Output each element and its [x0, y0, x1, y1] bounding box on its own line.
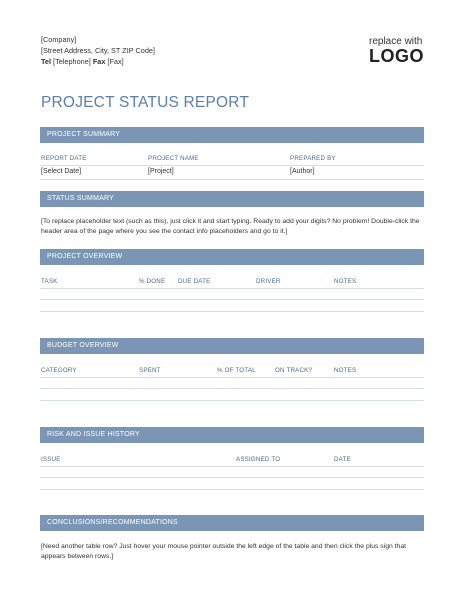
divider — [40, 179, 424, 180]
company-name[interactable]: [Company] — [41, 35, 77, 44]
issue-header: ISSUE — [41, 456, 61, 463]
task-header: TASK — [41, 278, 58, 285]
status-summary-header: STATUS SUMMARY — [40, 191, 424, 207]
divider — [40, 288, 424, 289]
fax-value[interactable]: [Fax] — [107, 57, 124, 66]
spent-header: SPENT — [139, 367, 161, 374]
table-row[interactable] — [40, 388, 424, 389]
project-name-field[interactable]: [Project] — [148, 168, 174, 175]
street-address[interactable]: [Street Address, City, ST ZIP Code] — [41, 46, 155, 55]
fax-label: Fax — [92, 57, 106, 66]
project-name-header: PROJECT NAME — [148, 155, 199, 162]
budget-overview-header: BUDGET OVERVIEW — [40, 338, 424, 354]
table-row[interactable] — [40, 489, 424, 490]
logo-caption: replace with — [369, 36, 423, 47]
divider — [40, 466, 424, 467]
notes-header: NOTES — [334, 278, 357, 285]
assigned-to-header: ASSIGNED TO — [236, 456, 281, 463]
table-row[interactable] — [40, 400, 424, 401]
project-summary-header: PROJECT SUMMARY — [40, 127, 424, 143]
logo-placeholder[interactable] — [369, 36, 424, 65]
driver-header: DRIVER — [256, 278, 281, 285]
report-date-header: REPORT DATE — [41, 155, 87, 162]
notes-header: NOTES — [334, 367, 357, 374]
contact-info — [41, 34, 155, 67]
table-row[interactable] — [40, 477, 424, 478]
project-overview-header: PROJECT OVERVIEW — [40, 249, 424, 265]
divider — [40, 377, 424, 378]
divider — [40, 165, 424, 166]
tel-label: Tel — [41, 57, 52, 66]
author-field[interactable]: [Author] — [290, 168, 315, 175]
table-row[interactable] — [40, 299, 424, 300]
due-date-header: DUE DATE — [178, 278, 211, 285]
report-date-field[interactable]: [Select Date] — [41, 168, 82, 175]
telephone-value[interactable]: [Telephone] — [53, 57, 91, 66]
category-header: CATEGORY — [41, 367, 77, 374]
prepared-by-header: PREPARED BY — [290, 155, 336, 162]
page-title: PROJECT STATUS REPORT — [41, 94, 250, 111]
status-summary-text[interactable]: [To replace placeholder text (such as this), just click it and start typing. Ready to add your digits? No problem! Double-click the header area of the page where you see the contact info placeholders and go to it.] — [41, 218, 420, 235]
logo-text: LOGO — [369, 46, 424, 66]
percent-of-total-header: % OF TOTAL — [217, 367, 256, 374]
phone-fax-line — [41, 56, 155, 67]
conclusions-header: CONCLUSIONS/RECOMMENDATIONS — [40, 515, 424, 531]
table-row[interactable] — [40, 311, 424, 312]
conclusions-text[interactable]: [Need another table row? Just hover your mouse pointer outside the left edge of the table and then click the plus sign that appears between rows.] — [41, 543, 406, 560]
risk-history-header: RISK AND ISSUE HISTORY — [40, 427, 424, 443]
on-track-header: ON TRACK? — [275, 367, 313, 374]
percent-done-header: % DONE — [139, 278, 166, 285]
date-header: DATE — [334, 456, 351, 463]
